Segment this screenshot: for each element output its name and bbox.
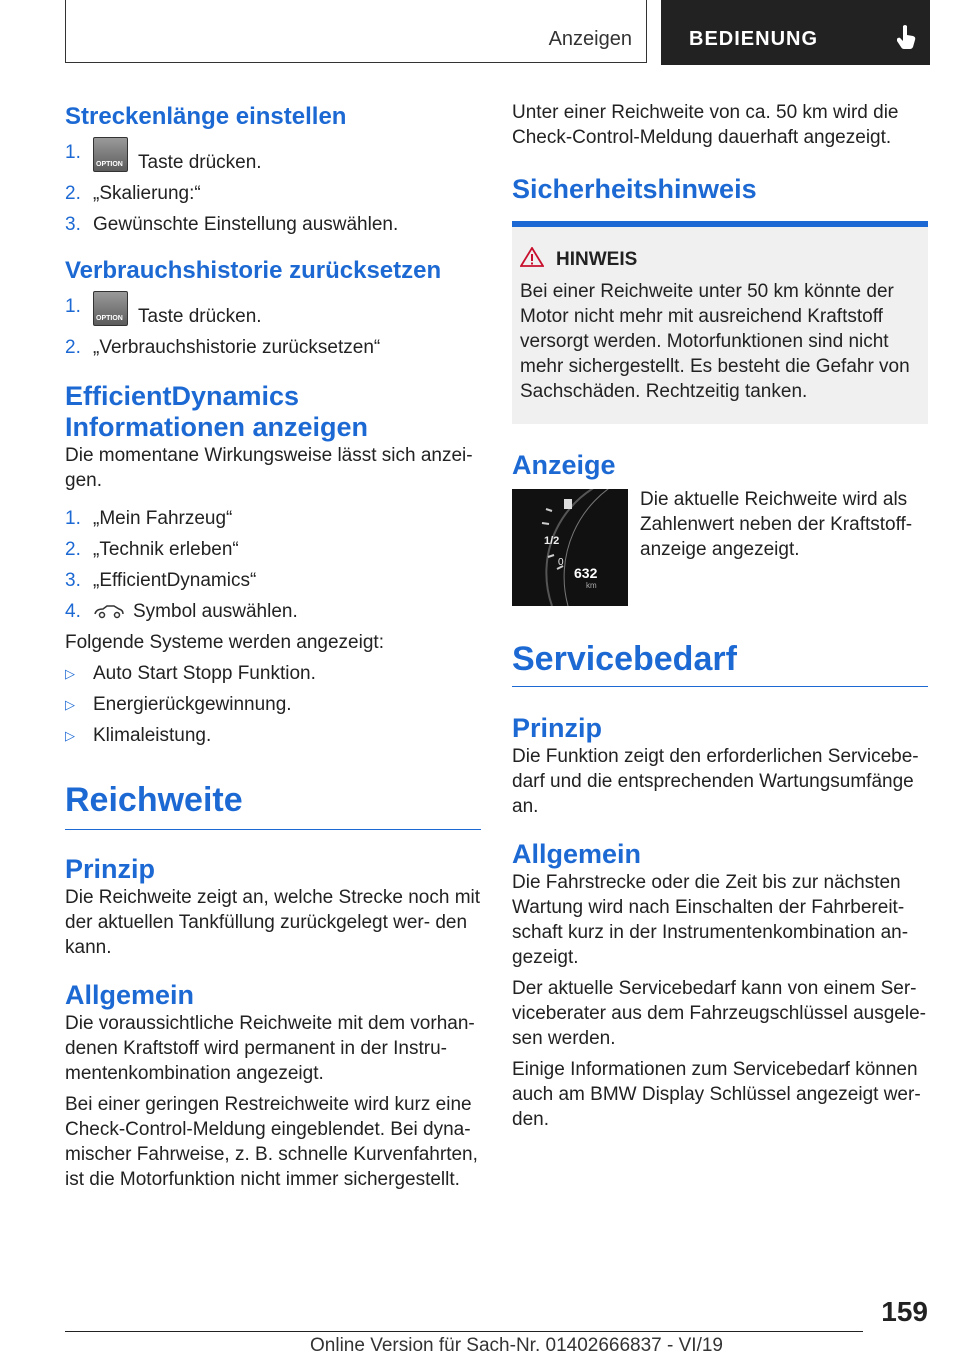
right-column [512, 100, 928, 1132]
fuel-gauge-image: 1/2 0 632 km [512, 489, 628, 606]
list-item: 2. „Technik erleben“ [65, 539, 239, 560]
reichweite-continued-text: Unter einer Reichweite von ca. 50 km wird die Check-Control-Meldung dauerhaft angezeigt. [512, 102, 899, 148]
left-column [65, 100, 481, 1192]
heading-streckenlaenge: Streckenlänge einstellen [65, 103, 347, 130]
page-header [65, 0, 930, 65]
list-item: ▷ Auto Start Stopp Funktion. [65, 663, 316, 684]
list-item: 1. „Mein Fahrzeug“ [65, 508, 233, 529]
option-button-icon: OPTION [93, 137, 128, 172]
chapter-tab [661, 0, 930, 65]
car-efficiency-icon [93, 603, 125, 619]
list-item: 1. OPTION Taste drücken. [65, 137, 481, 178]
list-item: ▷ Klimaleistung. [65, 725, 212, 746]
chapter-title: BEDIENUNG [689, 28, 819, 50]
heading-reichweite: Reichweite [65, 781, 243, 819]
strecke-steps [65, 137, 481, 240]
option-button-icon: OPTION [93, 291, 128, 326]
allgemein-service-text-2: Der aktuelle Servicebedarf kann von einem Ser‐ viceberater aus dem Fahrzeugschlüssel ausgele‐ sen werden. [512, 978, 926, 1049]
efficient-intro: Die momentane Wirkungsweise lässt sich anzei‐ gen. [65, 445, 473, 491]
list-item: 3. „EfficientDynamics“ [65, 570, 257, 591]
heading-servicebedarf: Servicebedarf [512, 640, 737, 678]
list-item: 3. Gewünschte Einstellung auswählen. [65, 214, 399, 235]
heading-prinzip: Prinzip [65, 854, 156, 884]
prinzip-service-text: Die Funktion zeigt den erforderlichen Servicebe‐ darf und die entsprechenden Wartungsumfänge an. [512, 746, 919, 817]
heading-prinzip-service: Prinzip [512, 713, 603, 743]
hinweis-box [512, 227, 928, 424]
heading-allgemein-service: Allgemein [512, 839, 642, 869]
heading-sicherheitshinweis: Sicherheitshinweis [512, 174, 757, 204]
warning-triangle-icon [520, 247, 544, 267]
anzeige-block [512, 487, 928, 616]
allgemein-text-2: Bei einer geringen Restreichweite wird kurz eine Check-Control-Meldung eingeblendet. Bei dyna‐ mischer Fahrweise, z. B. schnelle Kurvenfahrten, ist die Motorfunktion nicht immer sichergestellt. [65, 1094, 478, 1190]
pointing-hand-icon [897, 24, 917, 50]
prinzip-text: Die Reichweite zeigt an, welche Strecke noch mit der aktuellen Tankfüllung zurückgelegt wer‐ den kann. [65, 887, 481, 958]
list-item: 2. „Verbrauchshistorie zurücksetzen“ [65, 337, 381, 358]
hinweis-text: Bei einer Reichweite unter 50 km könnte der Motor nicht mehr mit ausreichend Kraftstoff versorgt werden. Motorfunktionen sind nicht mehr sichergestellt. Es besteht die Gefahr von Sachschäden. Rechtzeitig tanken. [520, 281, 910, 402]
heading-verbrauchshistorie: Verbrauchshistorie zurücksetzen [65, 257, 442, 284]
section-title: Anzeigen [548, 28, 632, 50]
footer-rule [65, 1331, 863, 1332]
heading-efficientdynamics: EfficientDynamics Informationen anzeigen [65, 381, 369, 442]
heading-allgemein: Allgemein [65, 980, 195, 1010]
systems-intro: Folgende Systeme werden angezeigt: [65, 632, 384, 653]
reichweite-heading-block [65, 777, 481, 830]
list-item: 1. OPTION Taste drücken. [65, 291, 481, 332]
anzeige-text: Die aktuelle Reichweite wird als Zahlenwert neben der Kraftstoff‐ anzeige angezeigt. [640, 489, 913, 560]
section-tab [65, 0, 647, 63]
hinweis-header: HINWEIS [520, 247, 920, 273]
footer-online-version: Online Version für Sach-Nr. 01402666837 - VI/19 [310, 1335, 723, 1356]
servicebedarf-heading-block [512, 636, 928, 687]
verbrauch-steps [65, 291, 481, 363]
efficient-steps [65, 503, 481, 627]
list-item: 2. „Skalierung:“ [65, 183, 201, 204]
heading-anzeige: Anzeige [512, 450, 616, 480]
page-number: 159 [881, 1296, 928, 1327]
allgemein-service-text-3: Einige Informationen zum Servicebedarf können auch am BMW Display Schlüssel angezeigt wer‐ den. [512, 1059, 921, 1130]
allgemein-service-text-1: Die Fahrstrecke oder die Zeit bis zur nächsten Wartung wird nach Einschalten der Fahrbereit‐ schaft kurz in der Instrumentenkombination an‐ gezeigt. [512, 872, 909, 968]
list-item: ▷ Energierückgewinnung. [65, 694, 292, 715]
list-item: 4. Symbol auswählen. [65, 601, 298, 622]
systems-list [65, 658, 481, 751]
allgemein-text-1: Die voraussichtliche Reichweite mit dem vorhan‐ denen Kraftstoff wird permanent in der Instru‐ mentenkombination angezeigt. [65, 1013, 475, 1084]
